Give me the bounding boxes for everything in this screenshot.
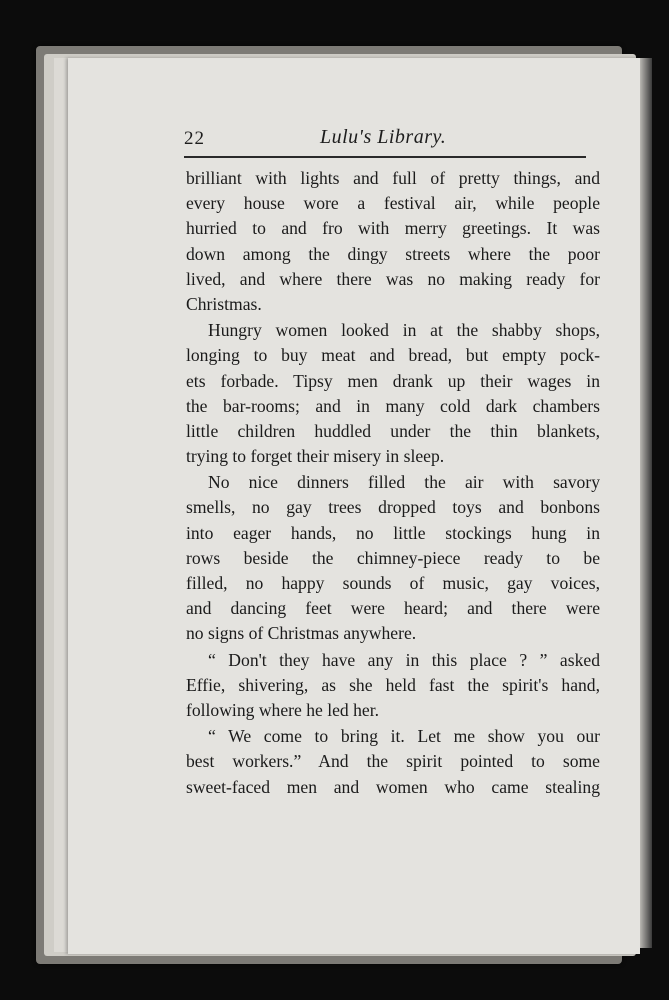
text-line: Hungry women looked in at the shabby shops, (208, 320, 600, 341)
text-line: Christmas. (186, 293, 262, 314)
header-rule (184, 156, 586, 158)
text-line: sweet-faced men and women who came stealing (186, 776, 600, 797)
text-line: every house wore a festival air, while people (186, 193, 600, 214)
text-line: into eager hands, no little stockings hung in (186, 522, 600, 543)
text-line: longing to buy meat and bread, but empty pock- (186, 345, 600, 366)
text-line: best workers.” And the spirit pointed to some (186, 751, 600, 772)
text-line: No nice dinners filled the air with savory (208, 472, 600, 493)
text-line: trying to forget their misery in sleep. (186, 446, 445, 467)
running-title: Lulu's Library. (320, 126, 447, 148)
text-line: smells, no gay trees dropped toys and bonbons (186, 497, 600, 518)
text-line: down among the dingy streets where the poor (186, 243, 600, 264)
text-line: following where he led her. (186, 699, 379, 720)
page-header (184, 126, 584, 156)
text-line: hurried to and fro with merry greetings. It was (186, 218, 600, 239)
text-line: filled, no happy sounds of music, gay voices, (186, 573, 600, 593)
text-line: little children huddled under the thin blankets, (186, 420, 600, 441)
text-line: brilliant with lights and full of pretty things, and (186, 168, 600, 188)
text-line: Effie, shivering, as she held fast the spirit's hand, (186, 674, 600, 695)
text-line: rows beside the chimney-piece ready to be (186, 547, 600, 568)
text-line: lived, and where there was no making ready for (186, 268, 600, 289)
page-gutter-shadow (640, 58, 652, 948)
text-line: the bar-rooms; and in many cold dark chambers (186, 395, 600, 416)
page-number: 22 (184, 128, 205, 149)
body-text (186, 166, 600, 800)
text-line: “ We come to bring it. Let me show you our (208, 726, 600, 747)
text-line: and dancing feet were heard; and there were (186, 598, 600, 619)
text-line: “ Don't they have any in this place ? ” asked (208, 649, 600, 670)
text-line: no signs of Christmas anywhere. (186, 623, 417, 644)
text-line: ets forbade. Tipsy men drank up their wages in (186, 370, 600, 391)
